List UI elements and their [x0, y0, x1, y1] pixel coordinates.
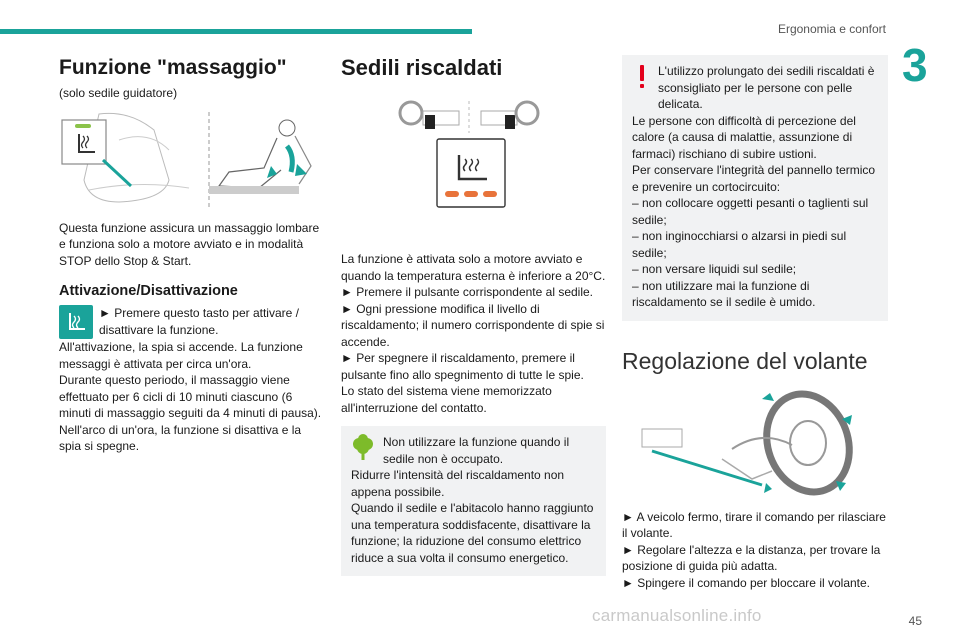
- warning-box: [622, 55, 888, 321]
- massage-note: (solo sedile guidatore): [59, 86, 178, 100]
- steering-body: [622, 509, 888, 592]
- seat-massage-icon: [59, 110, 323, 210]
- steering-paragraph-1: ► A veicolo fermo, tirare il comando per rilasciare il volante.: [622, 509, 886, 540]
- massage-description: Questa funzione assicura un massaggio lombare e funziona solo a motore avviato e in modalità STOP dello Stop & Start.: [59, 220, 320, 268]
- heated-paragraph-2: ► Premere il pulsante corrispondente al sedile.: [341, 285, 594, 299]
- steering-illustration: [622, 389, 888, 497]
- heated-seat-buttons-icon: [341, 93, 606, 219]
- massage-paragraph-2: Durante questo periodo, il massaggio viene effettuato per 6 cicli di 10 minuti ciascuno (6 minuti di massaggio seguiti da 4 minuti di pausa).: [59, 373, 322, 420]
- eco-line-1: Ridurre l'intensità del riscaldamento non appena possibile.: [351, 468, 565, 499]
- steering-paragraph-2: ► Regolare l'altezza e la distanza, per trovare la posizione di guida più adatta.: [622, 542, 881, 573]
- heated-body: [341, 251, 606, 416]
- massage-button-icon: [59, 305, 93, 339]
- heated-paragraph-4: ► Per spegnere il riscaldamento, premere il pulsante fino allo spegnimento di tutte le spie.: [341, 351, 584, 382]
- warning-line-1: Le persone con difficoltà di percezione del calore (a causa di malattie, assunzione di farmaci) rischiano di subire ustioni.: [632, 113, 856, 161]
- steering-title: Regolazione del volante: [622, 347, 868, 374]
- massage-section: [59, 55, 323, 455]
- heated-paragraph-3: ► Ogni pressione modifica il livello di riscaldamento; il numero corrispondente di spie si accende.: [341, 301, 605, 349]
- warning-line-3: – non collocare oggetti pesanti o taglienti sul sedile;: [632, 196, 869, 227]
- heated-title: Sedili riscaldati: [341, 55, 503, 80]
- eco-line-2: Quando il sedile e l'abitacolo hanno raggiunto una temperatura soddisfacente, disattivare la funzione; la riduzione del consumo elettrico riduce a sua volta il consumo energetico.: [351, 501, 594, 565]
- warning-exclamation-icon: [634, 63, 650, 91]
- warning-line-2: Per conservare l'integrità del pannello termico e prevenire un cortocircuito:: [632, 163, 876, 194]
- eco-info-box: [341, 426, 606, 576]
- massage-illustration: [59, 110, 323, 210]
- warning-first-line: L'utilizzo prolungato dei sedili riscaldati è sconsigliato per le persone con pelle delicata.: [658, 64, 875, 111]
- chapter-number: 3: [902, 39, 928, 91]
- steering-paragraph-3: ► Spingere il comando per bloccare il volante.: [622, 575, 871, 590]
- massage-paragraph-3: Nell'arco di un'ora, la funzione si disattiva e la spia si spegne.: [59, 422, 302, 453]
- heated-paragraph-1: La funzione è attivata solo a motore avviato e quando la temperatura esterna è inferiore a 20°C.: [341, 252, 606, 283]
- massage-paragraph-1: All'attivazione, la spia si accende. La funzione messaggi è attivata per circa un'ora.: [59, 340, 303, 371]
- warning-and-steering-section: [622, 55, 888, 591]
- page-number: 45: [908, 614, 922, 628]
- massage-title: Funzione "massaggio": [59, 56, 287, 79]
- eco-tree-icon: [351, 434, 375, 462]
- header-accent-bar: [0, 29, 472, 34]
- massage-step-1-text: ► Premere questo tasto per attivare / disattivare la funzione.: [99, 306, 299, 337]
- chapter-title: Ergonomia e confort: [777, 22, 886, 36]
- heated-paragraph-5: Lo stato del sistema viene memorizzato all'interruzione del contatto.: [341, 384, 552, 415]
- massage-subtitle: Attivazione/Disattivazione: [59, 283, 238, 299]
- steering-adjust-icon: [622, 389, 888, 497]
- eco-first-line: Non utilizzare la funzione quando il sedile non è occupato.: [383, 435, 570, 466]
- massage-step-1: [59, 305, 323, 339]
- warning-line-4: – non inginocchiarsi o alzarsi in piedi sul sedile;: [632, 229, 847, 260]
- heated-illustration: [341, 93, 606, 219]
- heated-seats-section: [341, 55, 606, 576]
- warning-line-6: – non utilizzare mai la funzione di riscaldamento se il sedile è umido.: [632, 278, 816, 309]
- watermark: carmanualsonline.info: [592, 606, 762, 625]
- warning-line-5: – non versare liquidi sul sedile;: [632, 262, 797, 276]
